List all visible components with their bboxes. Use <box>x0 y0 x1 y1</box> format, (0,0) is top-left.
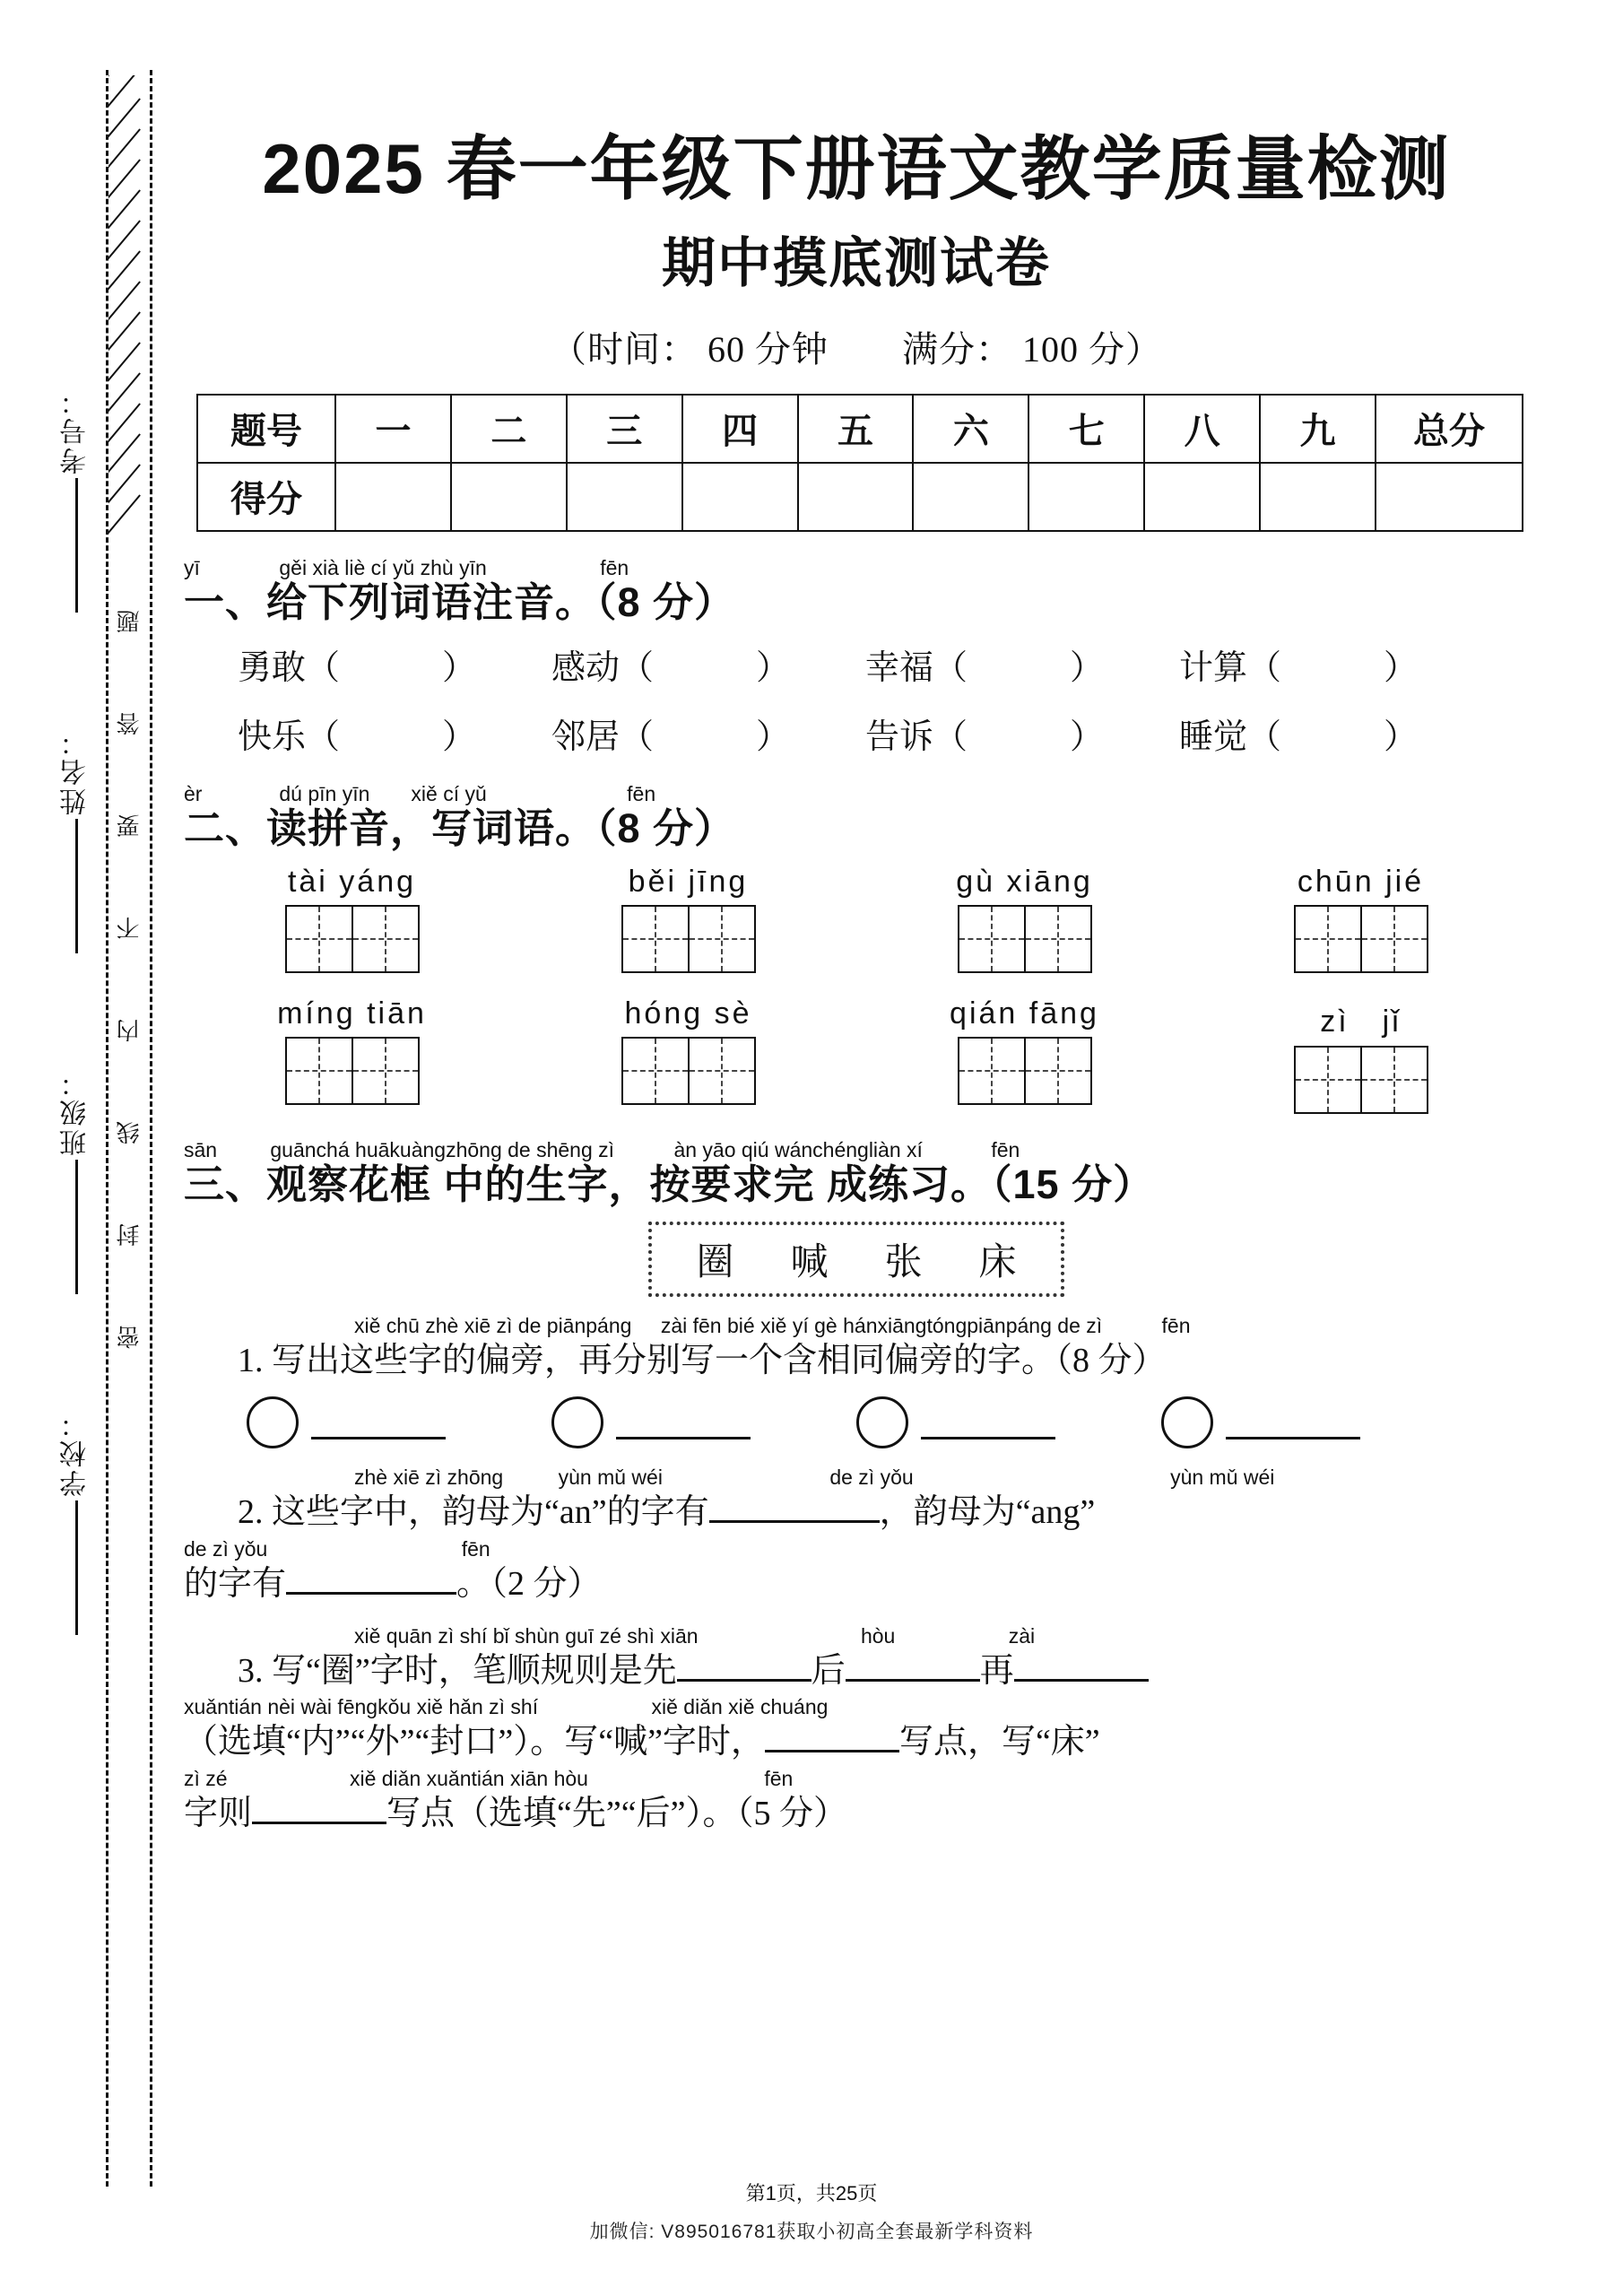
score-cell[interactable] <box>798 463 914 531</box>
seal-char: 题 <box>116 608 143 633</box>
sealing-line-text <box>108 608 150 1349</box>
answer-slot[interactable] <box>856 1396 1161 1448</box>
pinyin-a: zhè xiē zì zhōng <box>354 1465 504 1490</box>
field-writing-line[interactable] <box>75 819 78 953</box>
grid-pinyin: gù xiāng <box>956 864 1093 899</box>
answer-line[interactable] <box>252 1791 386 1824</box>
pinyin-writing-grids <box>184 865 1529 1114</box>
pinyin-c: de zì yǒu <box>829 1465 914 1490</box>
pinyin-points: fēn <box>600 555 629 579</box>
tianzige-square[interactable] <box>352 1037 420 1105</box>
tianzige[interactable] <box>1294 905 1428 973</box>
grid-cell-group <box>877 865 1173 973</box>
q3-text-g: 写点（选填“先”“后”）。（5 分） <box>386 1794 847 1832</box>
answer-line[interactable] <box>677 1648 812 1682</box>
answer-line[interactable] <box>846 1648 980 1682</box>
score-cell-total[interactable] <box>1376 463 1523 531</box>
q1-pinyin <box>184 1313 1529 1338</box>
section-two-pinyin <box>184 781 1529 806</box>
radical-circle[interactable] <box>1161 1396 1213 1448</box>
flower-char: 床 <box>978 1242 1017 1284</box>
flower-char-box <box>648 1222 1064 1297</box>
pinyin-number: sān <box>184 1137 218 1161</box>
word-item[interactable]: 感动（ ） <box>551 649 791 688</box>
field-school[interactable] <box>47 1408 106 1635</box>
page-number: 第1页，共25页 <box>745 2182 878 2205</box>
score-col-7: 七 <box>1028 395 1144 463</box>
watermark-text: 加微信: V895016781获取小初高全套最新学科资料 <box>589 2222 1034 2242</box>
exam-meta: （时间： 60 分钟 满分： 100 分） <box>551 328 1162 370</box>
table-row-question-numbers <box>197 395 1523 463</box>
field-label: 考号： <box>61 386 91 474</box>
tianzige-square[interactable] <box>621 1037 690 1105</box>
grid-cell-group <box>1213 996 1509 1114</box>
pinyin-number: yī <box>184 555 200 579</box>
pinyin-b: yùn mǔ wéi <box>558 1465 663 1490</box>
page-title: 2025 春一年级下册语文教学质量检测 <box>262 129 1451 208</box>
score-cell[interactable] <box>567 463 682 531</box>
score-cell[interactable] <box>451 463 567 531</box>
section-two <box>184 781 1529 1113</box>
sealing-line-band <box>106 70 152 2187</box>
tianzige-square[interactable] <box>958 1037 1026 1105</box>
q2-line1 <box>238 1490 1529 1535</box>
score-cell[interactable] <box>1028 463 1144 531</box>
pinyin-points: fēn <box>991 1137 1020 1161</box>
answer-slot[interactable] <box>551 1396 856 1448</box>
word-row <box>238 639 1529 689</box>
pinyin-a: xiě chū zhè xiē zì de piānpáng <box>354 1314 632 1338</box>
score-col-2: 二 <box>451 395 567 463</box>
table-row-scores <box>197 463 1523 531</box>
tianzige-square[interactable] <box>1294 905 1362 973</box>
pinyin-body-mid: àn yāo qiú wánchéngliàn xí <box>673 1137 923 1161</box>
seal-char: 要 <box>116 813 143 838</box>
q3-pinyin-2 <box>184 1694 1529 1719</box>
score-cell[interactable] <box>1260 463 1376 531</box>
tianzige[interactable] <box>285 1037 420 1105</box>
tianzige[interactable] <box>621 905 756 973</box>
tianzige[interactable] <box>958 1037 1092 1105</box>
tianzige[interactable] <box>621 1037 756 1105</box>
tianzige-square[interactable] <box>1294 1046 1362 1114</box>
radical-circle[interactable] <box>551 1396 603 1448</box>
answer-line[interactable] <box>1226 1406 1360 1439</box>
score-col-3: 三 <box>567 395 682 463</box>
pinyin-f: zì zé <box>184 1766 228 1790</box>
grid-pinyin: chūn jié <box>1297 864 1425 899</box>
tianzige-square[interactable] <box>688 905 756 973</box>
q2-line2 <box>184 1561 1529 1607</box>
page-subtitle: 期中摸底测试卷 <box>662 232 1051 293</box>
word-row <box>238 709 1529 758</box>
grid-pinyin: běi jīng <box>628 864 749 899</box>
tianzige-square[interactable] <box>1360 1046 1428 1114</box>
main-content <box>184 63 1529 1837</box>
pinyin-b: hòu <box>860 1623 896 1648</box>
field-writing-line[interactable] <box>75 478 78 613</box>
grid-pinyin: qián fāng <box>950 996 1099 1031</box>
pinyin-body: dú pīn yīn xiě cí yǔ <box>279 782 487 806</box>
score-col-total: 总分 <box>1376 395 1523 463</box>
pinyin-number: èr <box>184 782 203 806</box>
answer-slot[interactable] <box>1161 1396 1466 1448</box>
section-three <box>184 1137 1529 1837</box>
question-3-3 <box>184 1623 1529 1837</box>
grid-pinyin: míng tiān <box>277 996 427 1031</box>
pinyin-e: de zì yǒu <box>184 1536 268 1561</box>
student-info-fields <box>47 386 106 1964</box>
pinyin-e: xiě diǎn xiě chuáng <box>651 1695 829 1719</box>
score-col-5: 五 <box>798 395 914 463</box>
q1-text: 1. 写出这些字的偏旁，再分别写一个含相同偏旁的字。（8 分） <box>238 1342 1167 1380</box>
score-table <box>196 394 1523 532</box>
pinyin-points: fēn <box>627 782 656 806</box>
q3-line1 <box>238 1648 1529 1694</box>
section-three-title: 三、观察花框 中的生字，按要求完 成练习。（15 分） <box>184 1161 1155 1207</box>
question-3-1 <box>184 1313 1529 1448</box>
word-item[interactable]: 计算（ ） <box>1179 649 1419 688</box>
score-col-4: 四 <box>682 395 798 463</box>
tianzige-square[interactable] <box>352 905 420 973</box>
section-one <box>184 555 1529 758</box>
q3-text-d: （选填“内”“外”“封口”）。写“喊”字时， <box>184 1723 765 1761</box>
section-one-title: 一、给下列词语注音。（8 分） <box>184 578 736 625</box>
score-col-6: 六 <box>913 395 1028 463</box>
answer-line[interactable] <box>709 1490 880 1523</box>
radical-circle[interactable] <box>856 1396 908 1448</box>
field-class[interactable] <box>47 1067 106 1294</box>
field-label: 班级： <box>61 1067 91 1156</box>
answer-slot[interactable] <box>247 1396 551 1448</box>
page-footer <box>0 2179 1623 2244</box>
q3-text-f: 字则 <box>184 1794 253 1832</box>
flower-char: 喊 <box>790 1242 829 1284</box>
q2-pinyin-2 <box>184 1536 1529 1561</box>
answer-line[interactable] <box>765 1719 899 1752</box>
pinyin-b: zài fēn bié xiě yí gè hánxiāngtóngpiānpáng de zì <box>660 1314 1103 1338</box>
seal-char: 答 <box>116 710 143 735</box>
grid-row <box>184 865 1529 973</box>
score-cell[interactable] <box>335 463 451 531</box>
row-label-question: 题号 <box>197 395 335 463</box>
pinyin-a: xiě quān zì shí bǐ shùn guī zé shì xiān <box>354 1623 699 1648</box>
flower-char: 圈 <box>696 1242 734 1284</box>
answer-line[interactable] <box>311 1406 446 1439</box>
q3-line2 <box>184 1719 1529 1765</box>
radical-circle[interactable] <box>247 1396 299 1448</box>
seal-char: 密 <box>116 1324 143 1349</box>
grid-pinyin: hóng sè <box>624 996 752 1031</box>
pinyin-body: gěi xià liè cí yǔ zhù yīn <box>279 555 487 579</box>
q3-text-e: 写点，写“床” <box>898 1723 1100 1761</box>
pinyin-d: xuǎntián nèi wài fēngkǒu xiě hǎn zì shí <box>184 1695 539 1719</box>
q3-text-c: 再 <box>979 1651 1014 1690</box>
score-col-9: 九 <box>1260 395 1376 463</box>
tianzige-square[interactable] <box>1024 1037 1092 1105</box>
row-label-score: 得分 <box>197 463 335 531</box>
q2-text-a: 2. 这些字中，韵母为“an”的字有 <box>238 1493 709 1532</box>
pinyin-body: guānchá huākuàngzhōng de shēng zì <box>270 1137 615 1161</box>
word-item[interactable]: 睡觉（ ） <box>1179 718 1419 757</box>
section-one-words <box>184 639 1529 758</box>
grid-cell-group <box>877 996 1173 1114</box>
tianzige[interactable] <box>958 905 1092 973</box>
q2-text-b: ，韵母为“ang” <box>879 1493 1096 1532</box>
q3-pinyin-3 <box>184 1766 1529 1791</box>
tianzige-square[interactable] <box>1024 905 1092 973</box>
grid-cell-group <box>541 865 837 973</box>
pinyin-d: yùn mǔ wéi <box>1170 1465 1275 1490</box>
field-label: 学校： <box>61 1408 91 1497</box>
grid-cell-group <box>204 865 500 973</box>
pinyin-points: fēn <box>1161 1314 1191 1338</box>
grid-pinyin: zì jǐ <box>1320 1004 1402 1039</box>
word-item[interactable]: 幸福（ ） <box>865 649 1105 688</box>
q2-pinyin <box>184 1465 1529 1490</box>
grid-cell-group <box>204 996 500 1114</box>
q3-line3 <box>184 1791 1529 1837</box>
tianzige-square[interactable] <box>621 905 690 973</box>
grid-row <box>184 996 1529 1114</box>
answer-line[interactable] <box>1014 1648 1149 1682</box>
score-cell[interactable] <box>682 463 798 531</box>
word-item[interactable]: 邻居（ ） <box>551 718 791 757</box>
word-item[interactable]: 告诉（ ） <box>865 718 1105 757</box>
section-one-pinyin <box>184 555 1529 580</box>
q3-pinyin <box>184 1623 1529 1648</box>
field-name[interactable] <box>47 726 106 953</box>
grid-pinyin: tài yáng <box>287 864 417 899</box>
field-exam-number[interactable] <box>47 386 106 613</box>
tianzige[interactable] <box>285 905 420 973</box>
flower-char: 张 <box>884 1242 923 1284</box>
field-label: 姓名： <box>61 726 91 815</box>
answer-line[interactable] <box>921 1406 1055 1439</box>
tianzige-square[interactable] <box>1360 905 1428 973</box>
seal-char: 封 <box>116 1222 143 1247</box>
tianzige-square[interactable] <box>285 1037 353 1105</box>
tianzige-square[interactable] <box>958 905 1026 973</box>
pinyin-g: xiě diǎn xuǎntián xiān hòu <box>349 1766 588 1790</box>
q3-text-a: 3. 写“圈”字时，笔顺规则是先 <box>238 1651 677 1690</box>
q1-answer-slots <box>247 1396 1529 1448</box>
seal-char: 不 <box>116 915 143 940</box>
seal-char: 内 <box>116 1017 143 1042</box>
hatch-marks <box>108 75 150 578</box>
field-writing-line[interactable] <box>75 1500 78 1635</box>
field-writing-line[interactable] <box>75 1160 78 1294</box>
score-col-1: 一 <box>335 395 451 463</box>
word-item[interactable]: 快乐（ ） <box>238 718 477 757</box>
grid-cell-group <box>1213 865 1509 973</box>
q2-text-d: 。（2 分） <box>456 1564 602 1603</box>
answer-line[interactable] <box>286 1561 456 1595</box>
tianzige-square[interactable] <box>285 905 353 973</box>
pinyin-points: fēn <box>461 1536 490 1561</box>
question-3-2 <box>184 1465 1529 1607</box>
score-col-8: 八 <box>1144 395 1260 463</box>
score-cell[interactable] <box>913 463 1028 531</box>
section-two-title: 二、读拼音，写词语。（8 分） <box>184 805 736 852</box>
word-item[interactable]: 勇敢（ ） <box>238 649 477 688</box>
pinyin-points: fēn <box>764 1766 794 1790</box>
grid-cell-group <box>541 996 837 1114</box>
q2-text-c: 的字有 <box>184 1564 287 1603</box>
section-three-pinyin <box>184 1137 1529 1162</box>
tianzige-square[interactable] <box>688 1037 756 1105</box>
score-cell[interactable] <box>1144 463 1260 531</box>
q3-text-b: 后 <box>811 1651 846 1690</box>
answer-line[interactable] <box>616 1406 751 1439</box>
seal-char: 线 <box>116 1119 143 1144</box>
tianzige[interactable] <box>1294 1046 1428 1114</box>
pinyin-c: zài <box>1008 1623 1036 1648</box>
